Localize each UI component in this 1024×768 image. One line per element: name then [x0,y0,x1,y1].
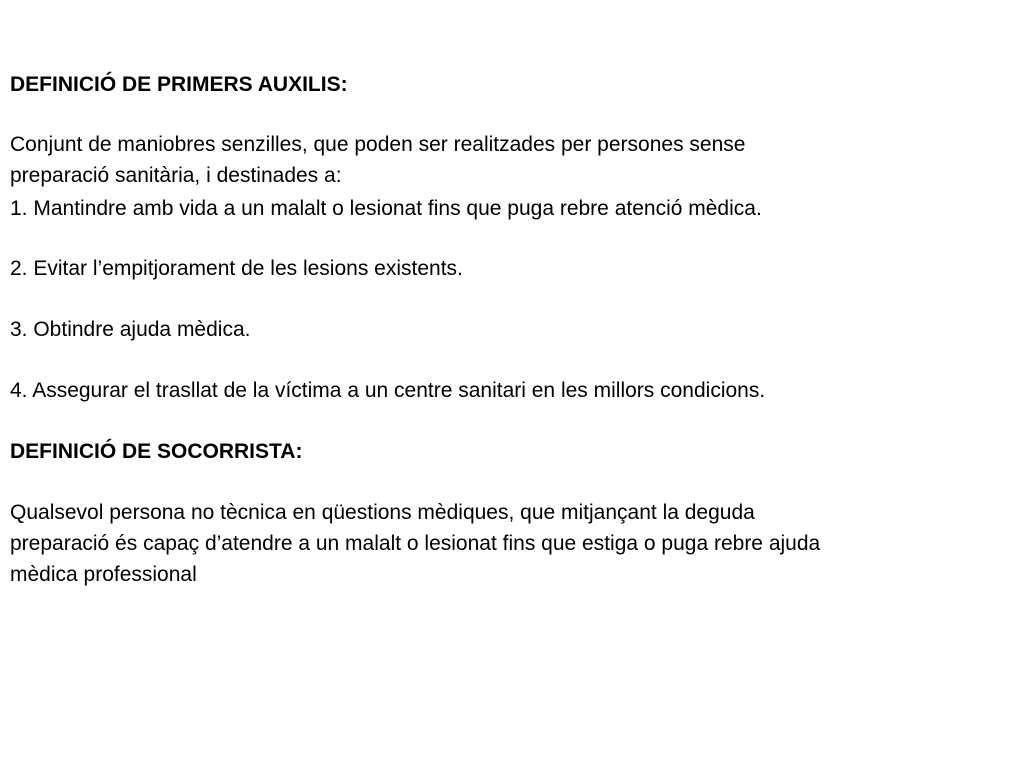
first-aid-definition-intro-line-2: preparació sanitària, i destinades a: [10,164,342,187]
first-aid-definition-heading: DEFINICIÓ DE PRIMERS AUXILIS: [10,73,348,96]
first-aider-definition-line-1: Qualsevol persona no tècnica en qüestions mèdiques, que mitjançant la deguda [10,501,755,524]
first-aider-definition-line-2: preparació és capaç d’atendre a un malalt o lesionat fins que estiga o puga rebre ajuda [10,532,821,555]
first-aid-goal-item-3: 3. Obtindre ajuda mèdica. [10,318,251,341]
first-aid-goal-item-4: 4. Assegurar el trasllat de la víctima a un centre sanitari en les millors condicions. [10,379,766,402]
first-aider-definition-line-3: mèdica professional [10,563,197,586]
first-aid-goal-item-2: 2. Evitar l’empitjorament de les lesions existents. [10,257,463,280]
first-aid-goal-item-1: 1. Mantindre amb vida a un malalt o lesionat fins que puga rebre atenció mèdica. [10,197,762,220]
first-aid-definition-intro-line-1: Conjunt de maniobres senzilles, que poden ser realitzades per persones sense [10,133,746,156]
first-aider-definition-heading: DEFINICIÓ DE SOCORRISTA: [10,440,303,463]
